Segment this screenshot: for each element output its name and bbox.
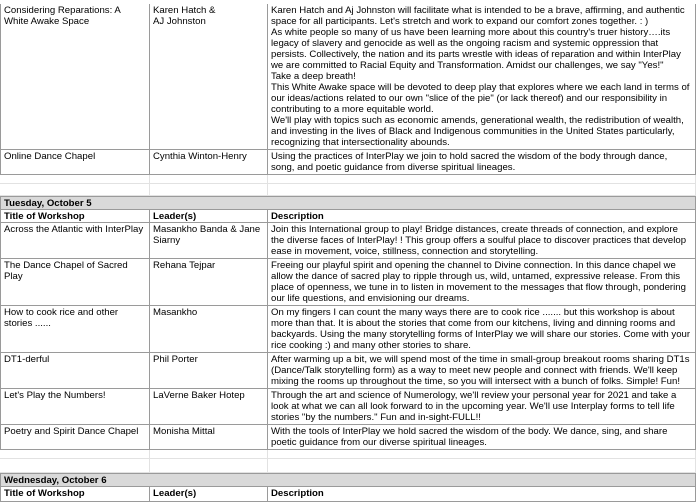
workshop-leaders: Cynthia Winton-Henry: [150, 150, 268, 175]
day-label: Tuesday, October 5: [4, 198, 92, 209]
workshop-title: Considering Reparations: A White Awake Space: [0, 4, 150, 150]
column-header-title: Title of Workshop: [0, 210, 150, 223]
empty-row: [0, 184, 696, 196]
table-row: [0, 353, 696, 389]
leader-line: AJ Johnston: [153, 16, 206, 27]
column-header-title: Title of Workshop: [0, 487, 150, 502]
workshop-description: Using the practices of InterPlay we join to hold sacred the wisdom of the body through dance, song, and poetic guidance from diverse spiritual lineages.: [268, 150, 696, 175]
workshop-title: The Dance Chapel of Sacred Play: [0, 259, 150, 306]
workshop-description: On my fingers I can count the many ways there are to cook rice ....... but this workshop is about more than that. It is about the stories that come from our kitchens, living and dinning rooms and backyards. Using the many storytelling forms of InterPlay we will share our stories. Come with your rice cooking :) and many other stories to share.: [268, 306, 696, 353]
table-row: [0, 425, 696, 450]
workshop-title: How to cook rice and other stories ......: [0, 306, 150, 353]
workshop-leaders: Phil Porter: [150, 353, 268, 389]
workshop-description: After warming up a bit, we will spend most of the time in small-group breakout rooms sharing DT1s (Dance/Talk storytelling form) as a way to meet new people and connect with friends. We'll keep mixing the rooms up throughout the time, so you will intersect with a bunch of folks. Simple! Fun!: [268, 353, 696, 389]
empty-row: [0, 459, 696, 473]
column-header-leaders: Leader(s): [150, 210, 268, 223]
table-row: [0, 306, 696, 353]
table-row: [0, 4, 696, 150]
workshop-description: Through the art and science of Numerology, we'll review your personal year for 2021 and take a look at what we can all look forward to in the upcoming year. We'll use Interplay forms to tell life stories "by the numbers." Fun and in-sight-FULL!!: [268, 389, 696, 425]
day-label: Wednesday, October 6: [4, 475, 107, 486]
empty-row: [0, 175, 696, 184]
leader-line: Karen Hatch &: [153, 5, 216, 16]
day-header-row: [0, 473, 696, 487]
workshop-description: [268, 4, 696, 150]
workshop-leaders: Masankho Banda & Jane Siarny: [150, 223, 268, 259]
workshop-leaders: LaVerne Baker Hotep: [150, 389, 268, 425]
description-paragraph: As white people so many of us have been learning more about this country's truer history….its legacy of slavery and genocide as well as the ongoing racism and systemic oppression that persists. Collectively, the nation and its parts wrestle with ideas of reparation and within InterPlay we are committed to Racial Equity and Transformation. Amidst our challenges, we say "Yes!": [271, 27, 681, 71]
table-row: [0, 259, 696, 306]
column-header-leaders: Leader(s): [150, 487, 268, 502]
table-row: [0, 389, 696, 425]
description-paragraph: Karen Hatch and Aj Johnston will facilitate what is intended to be a brave, affirming, and authentic space for all participants. Let's stretch and work to expand our comfort zones together. : ): [271, 5, 685, 27]
empty-row: [0, 450, 696, 459]
workshop-title: Online Dance Chapel: [0, 150, 150, 175]
workshop-title: DT1-derful: [0, 353, 150, 389]
workshop-title: Let's Play the Numbers!: [0, 389, 150, 425]
table-row: [0, 150, 696, 175]
workshop-description: With the tools of InterPlay we hold sacred the wisdom of the body. We dance, sing, and share poetic guidance from our diverse spiritual lineages.: [268, 425, 696, 450]
description-paragraph: Take a deep breath!: [271, 71, 356, 82]
workshop-leaders: Rehana Tejpar: [150, 259, 268, 306]
table-row: [0, 223, 696, 259]
column-header-description: Description: [268, 210, 696, 223]
day-header-row: [0, 196, 696, 210]
workshop-leaders: Masankho: [150, 306, 268, 353]
column-header-row: [0, 210, 696, 223]
workshop-description: Freeing our playful spirit and opening the channel to Divine connection. In this dance chapel we allow the dance of sacred play to ripple through us, wild, untamed, expressive release. From this place of openness, we tune in to listen in movement to the messages that flow through, pondering our life questions, and envisioning our dreams.: [268, 259, 696, 306]
column-header-row: [0, 487, 696, 502]
workshop-title: Poetry and Spirit Dance Chapel: [0, 425, 150, 450]
description-paragraph: This White Awake space will be devoted to deep play that explores where we each land in terms of our ideas/actions related to our own "slice of the pie" (or lack thereof) and our responsibility in contributing to a more equitable world.: [271, 82, 690, 115]
workshop-description: Join this International group to play! Bridge distances, create threads of connection, and explore the diverse faces of InterPlay! ! This group offers a soulful place to discover practices that develop ease in movement, voice, stillness, connection and storytelling.: [268, 223, 696, 259]
workshop-leaders: Monisha Mittal: [150, 425, 268, 450]
description-paragraph: We'll play with topics such as economic amends, generational wealth, the redistribution of wealth, and investing in the lives of Black and Indigenous communities in the United States particularly, recognizing that intersectionality abounds.: [271, 115, 684, 148]
workshop-leaders: [150, 4, 268, 150]
workshop-title: Across the Atlantic with InterPlay: [0, 223, 150, 259]
column-header-description: Description: [268, 487, 696, 502]
